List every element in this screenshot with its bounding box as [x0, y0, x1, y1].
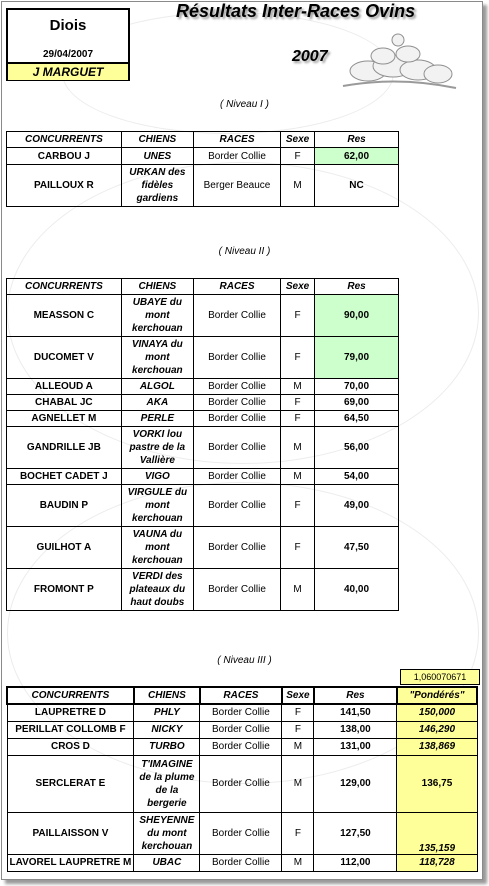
dog-name: PERLE — [121, 411, 193, 427]
sex-cell: M — [282, 755, 314, 812]
race-cell: Berger Beauce — [193, 165, 280, 207]
dog-name: UBAC — [134, 854, 200, 871]
result-cell: 64,50 — [315, 411, 399, 427]
col-res: Res — [315, 132, 399, 148]
city-label: Diois — [49, 17, 87, 34]
weighted-result-cell: 150,000 — [397, 704, 477, 721]
result-cell: 131,00 — [314, 738, 397, 755]
result-cell: 90,00 — [315, 295, 399, 337]
weighted-result-cell: 118,728 — [397, 854, 477, 871]
level-2-table — [6, 278, 399, 611]
dog-name: UNES — [121, 148, 193, 165]
sex-cell: F — [282, 704, 314, 721]
result-cell: 69,00 — [315, 395, 399, 411]
weighted-result-cell: 136,75 — [397, 755, 477, 812]
competitor-name: GUILHOT A — [7, 527, 122, 569]
result-cell: 49,00 — [315, 485, 399, 527]
sex-cell: M — [282, 738, 314, 755]
dog-name: VORKI lou pastre de la Vallière — [121, 427, 193, 469]
table-row — [7, 427, 399, 469]
race-cell: Border Collie — [200, 704, 282, 721]
result-cell: 62,00 — [315, 148, 399, 165]
competitor-name: FROMONT P — [7, 569, 122, 611]
dog-name: VIGO — [121, 469, 193, 485]
competitor-name: DUCOMET V — [7, 337, 122, 379]
race-cell: Border Collie — [193, 427, 280, 469]
level-1-table — [6, 131, 399, 207]
dog-name: NICKY — [134, 721, 200, 738]
race-cell: Border Collie — [200, 721, 282, 738]
col-chiens: CHIENS — [134, 687, 200, 704]
table-row — [7, 721, 477, 738]
table-row — [7, 165, 399, 207]
col-races: RACES — [200, 687, 282, 704]
sex-cell: M — [281, 165, 315, 207]
sex-cell: F — [281, 485, 315, 527]
competitor-name: CARBOU J — [7, 148, 122, 165]
race-cell: Border Collie — [193, 527, 280, 569]
dog-name: VIRGULE du mont kerchouan — [121, 485, 193, 527]
table-row — [7, 569, 399, 611]
competitor-name: LAVOREL LAUPRETRE M — [7, 854, 134, 871]
table-row — [7, 395, 399, 411]
dog-name: ALGOL — [121, 379, 193, 395]
result-cell: 138,00 — [314, 721, 397, 738]
table-row — [7, 469, 399, 485]
sex-cell: F — [282, 812, 314, 854]
col-concurrents: CONCURRENTS — [7, 687, 134, 704]
race-cell: Border Collie — [200, 738, 282, 755]
race-cell: Border Collie — [200, 812, 282, 854]
table-header-row — [7, 132, 399, 148]
table-row — [7, 295, 399, 337]
sex-cell: M — [281, 379, 315, 395]
col-concurrents: CONCURRENTS — [7, 279, 122, 295]
race-cell: Border Collie — [193, 337, 280, 379]
race-cell: Border Collie — [193, 148, 280, 165]
dog-name: UBAYE du mont kerchouan — [121, 295, 193, 337]
table-row — [7, 411, 399, 427]
result-cell: 56,00 — [315, 427, 399, 469]
table-row — [7, 148, 399, 165]
level-3-table — [6, 686, 478, 872]
competitor-name: BAUDIN P — [7, 485, 122, 527]
table-header-row — [7, 279, 399, 295]
col-races: RACES — [193, 279, 280, 295]
weighting-coefficient: 1,060070671 — [400, 669, 480, 685]
sex-cell: F — [281, 295, 315, 337]
col-sexe: Sexe — [281, 279, 315, 295]
table-row — [7, 755, 477, 812]
date-label: 29/04/2007 — [42, 49, 94, 60]
sex-cell: F — [281, 148, 315, 165]
dog-name: SHEYENNE du mont kerchouan — [134, 812, 200, 854]
sex-cell: M — [281, 569, 315, 611]
result-cell: 70,00 — [315, 379, 399, 395]
sex-cell: F — [282, 721, 314, 738]
sex-cell: M — [281, 427, 315, 469]
weighted-result-cell: 146,290 — [397, 721, 477, 738]
dog-name: VAUNA du mont kerchouan — [121, 527, 193, 569]
dog-name: TURBO — [134, 738, 200, 755]
dog-name: PHLY — [134, 704, 200, 721]
race-cell: Border Collie — [200, 854, 282, 871]
race-cell: Border Collie — [193, 395, 280, 411]
competitor-name: LAUPRETRE D — [7, 704, 134, 721]
table-row — [7, 738, 477, 755]
sex-cell: F — [281, 395, 315, 411]
table-row — [7, 854, 477, 871]
sex-cell: M — [282, 854, 314, 871]
result-cell: 127,50 — [314, 812, 397, 854]
col-sexe: Sexe — [281, 132, 315, 148]
sex-cell: M — [281, 469, 315, 485]
table-row — [7, 485, 399, 527]
table-row — [7, 379, 399, 395]
dog-name: VERDI des plateaux du haut doubs — [121, 569, 193, 611]
dog-name: AKA — [121, 395, 193, 411]
result-cell: 79,00 — [315, 337, 399, 379]
col-concurrents: CONCURRENTS — [7, 132, 122, 148]
table-row — [7, 812, 477, 854]
year-label: 2007 — [292, 48, 328, 65]
dog-name: URKAN des fidèles gardiens — [121, 165, 193, 207]
competitor-name: AGNELLET M — [7, 411, 122, 427]
level-3-heading: ( Niveau III ) — [217, 655, 272, 666]
page-title: Résultats Inter-Races Ovins — [176, 1, 416, 21]
dog-name: VINAYA du mont kerchouan — [121, 337, 193, 379]
table-row — [7, 337, 399, 379]
sheep-flock-illustration — [338, 26, 458, 96]
col-chiens: CHIENS — [121, 132, 193, 148]
race-cell: Border Collie — [193, 379, 280, 395]
col-res: Res — [314, 687, 397, 704]
race-cell: Border Collie — [193, 411, 280, 427]
result-cell: 129,00 — [314, 755, 397, 812]
race-cell: Border Collie — [200, 755, 282, 812]
competitor-name: CROS D — [7, 738, 134, 755]
dog-name: T'IMAGINE de la plume de la bergerie — [134, 755, 200, 812]
sex-cell: F — [281, 527, 315, 569]
header-box — [6, 8, 130, 81]
race-cell: Border Collie — [193, 295, 280, 337]
table-row — [7, 527, 399, 569]
table-header-row — [7, 687, 477, 704]
competitor-name: SERCLERAT E — [7, 755, 134, 812]
col-races: RACES — [193, 132, 280, 148]
competitor-name: PAILLOUX R — [7, 165, 122, 207]
result-cell: 54,00 — [315, 469, 399, 485]
competitor-name: BOCHET CADET J — [7, 469, 122, 485]
race-cell: Border Collie — [193, 469, 280, 485]
result-cell: 141,50 — [314, 704, 397, 721]
competitor-name: GANDRILLE JB — [7, 427, 122, 469]
judge-label: J MARGUET — [8, 62, 128, 80]
competitor-name: CHABAL JC — [7, 395, 122, 411]
col-sexe: Sexe — [282, 687, 314, 704]
weighted-result-cell: 138,869 — [397, 738, 477, 755]
level-2-heading: ( Niveau II ) — [218, 246, 271, 257]
result-cell: 112,00 — [314, 854, 397, 871]
level-1-heading: ( Niveau I ) — [220, 99, 269, 110]
competitor-name: MEASSON C — [7, 295, 122, 337]
table-row — [7, 704, 477, 721]
sex-cell: F — [281, 337, 315, 379]
result-cell: NC — [315, 165, 399, 207]
competitor-name: ALLEOUD A — [7, 379, 122, 395]
competitor-name: PERILLAT COLLOMB F — [7, 721, 134, 738]
result-cell: 40,00 — [315, 569, 399, 611]
sex-cell: F — [281, 411, 315, 427]
race-cell: Border Collie — [193, 569, 280, 611]
race-cell: Border Collie — [193, 485, 280, 527]
result-cell: 47,50 — [315, 527, 399, 569]
col-res: Res — [315, 279, 399, 295]
weighted-result-cell: 135,159 — [397, 812, 477, 854]
competitor-name: PAILLAISSON V — [7, 812, 134, 854]
col-chiens: CHIENS — [121, 279, 193, 295]
col-ponderes: "Pondérés" — [397, 687, 477, 704]
